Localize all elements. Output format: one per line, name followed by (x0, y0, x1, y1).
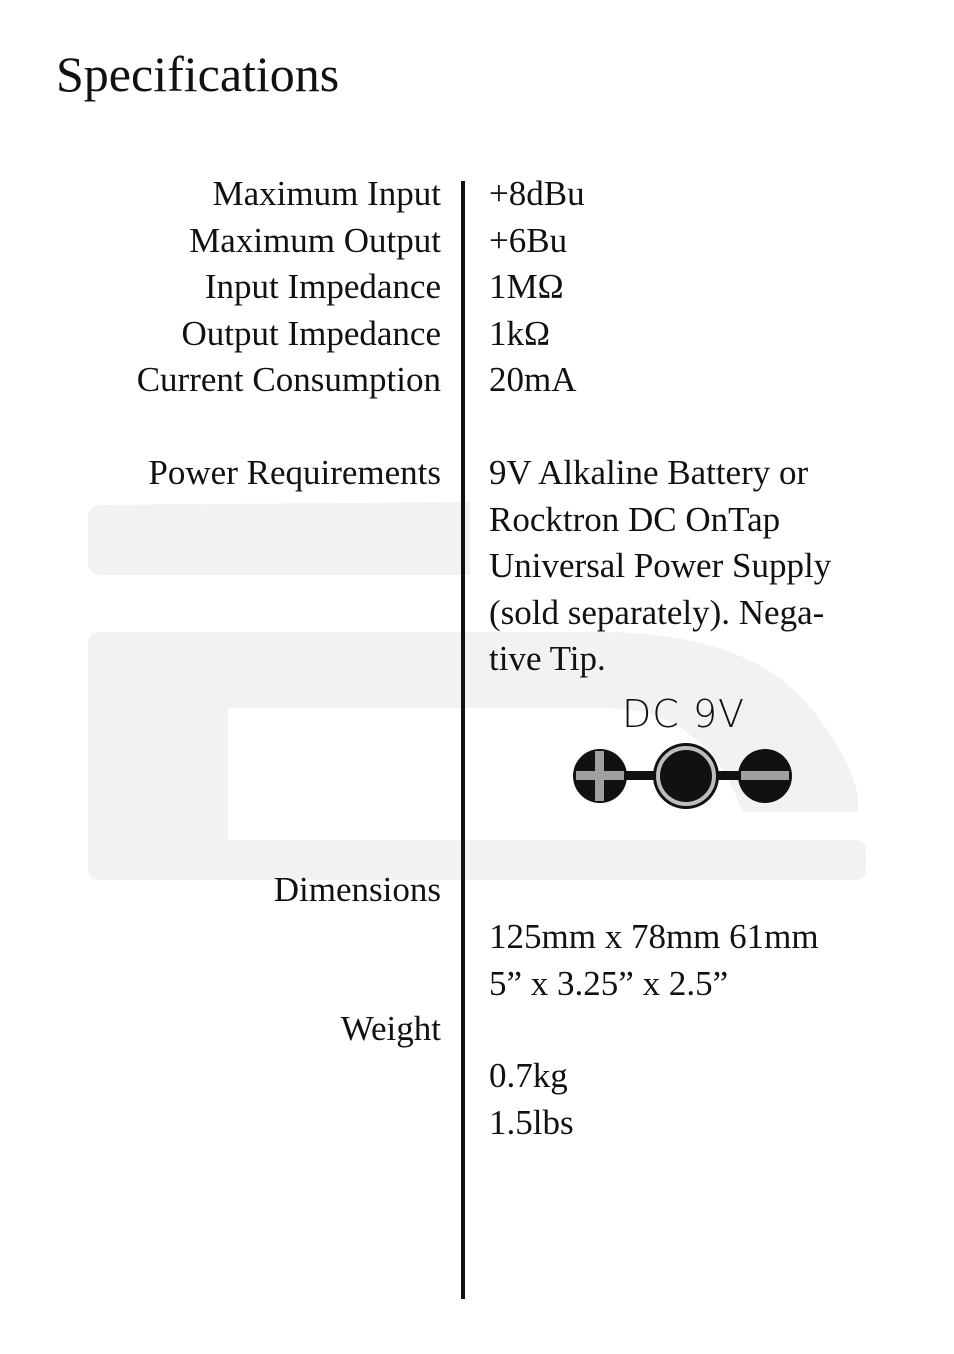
plus-terminal-icon (573, 749, 627, 803)
value-maximum-input: +8dBu (489, 174, 585, 213)
label-output-impedance: Output Impedance (181, 314, 441, 353)
label-input-impedance: Input Impedance (204, 267, 441, 306)
label-weight: Weight (340, 1009, 441, 1048)
value-current-consumption: 20mA (489, 360, 577, 399)
value-power-requirements: 9V Alkaline Battery or Rocktron DC OnTap Universal Power Supply (sold separately). Nega- tive Tip. (489, 453, 832, 678)
value-dimensions: 125mm x 78mm 61mm 5” x 3.25” x 2.5” (489, 917, 819, 1003)
minus-terminal-icon (738, 749, 792, 803)
dc-jack-icon (653, 743, 719, 809)
value-output-impedance: 1kΩ (489, 314, 551, 353)
label-power-requirements: Power Requirements (148, 453, 441, 492)
label-maximum-output: Maximum Output (189, 221, 441, 260)
value-maximum-output: +6Bu (489, 221, 568, 260)
value-input-impedance: 1MΩ (489, 267, 564, 306)
label-dimensions: Dimensions (273, 870, 441, 909)
dc-polarity-label: DC 9V (622, 692, 746, 736)
label-current-consumption: Current Consumption (136, 360, 441, 399)
column-divider (461, 181, 465, 1299)
label-maximum-input: Maximum Input (212, 174, 441, 213)
value-weight: 0.7kg 1.5lbs (489, 1056, 574, 1142)
page-title: Specifications (56, 46, 340, 102)
